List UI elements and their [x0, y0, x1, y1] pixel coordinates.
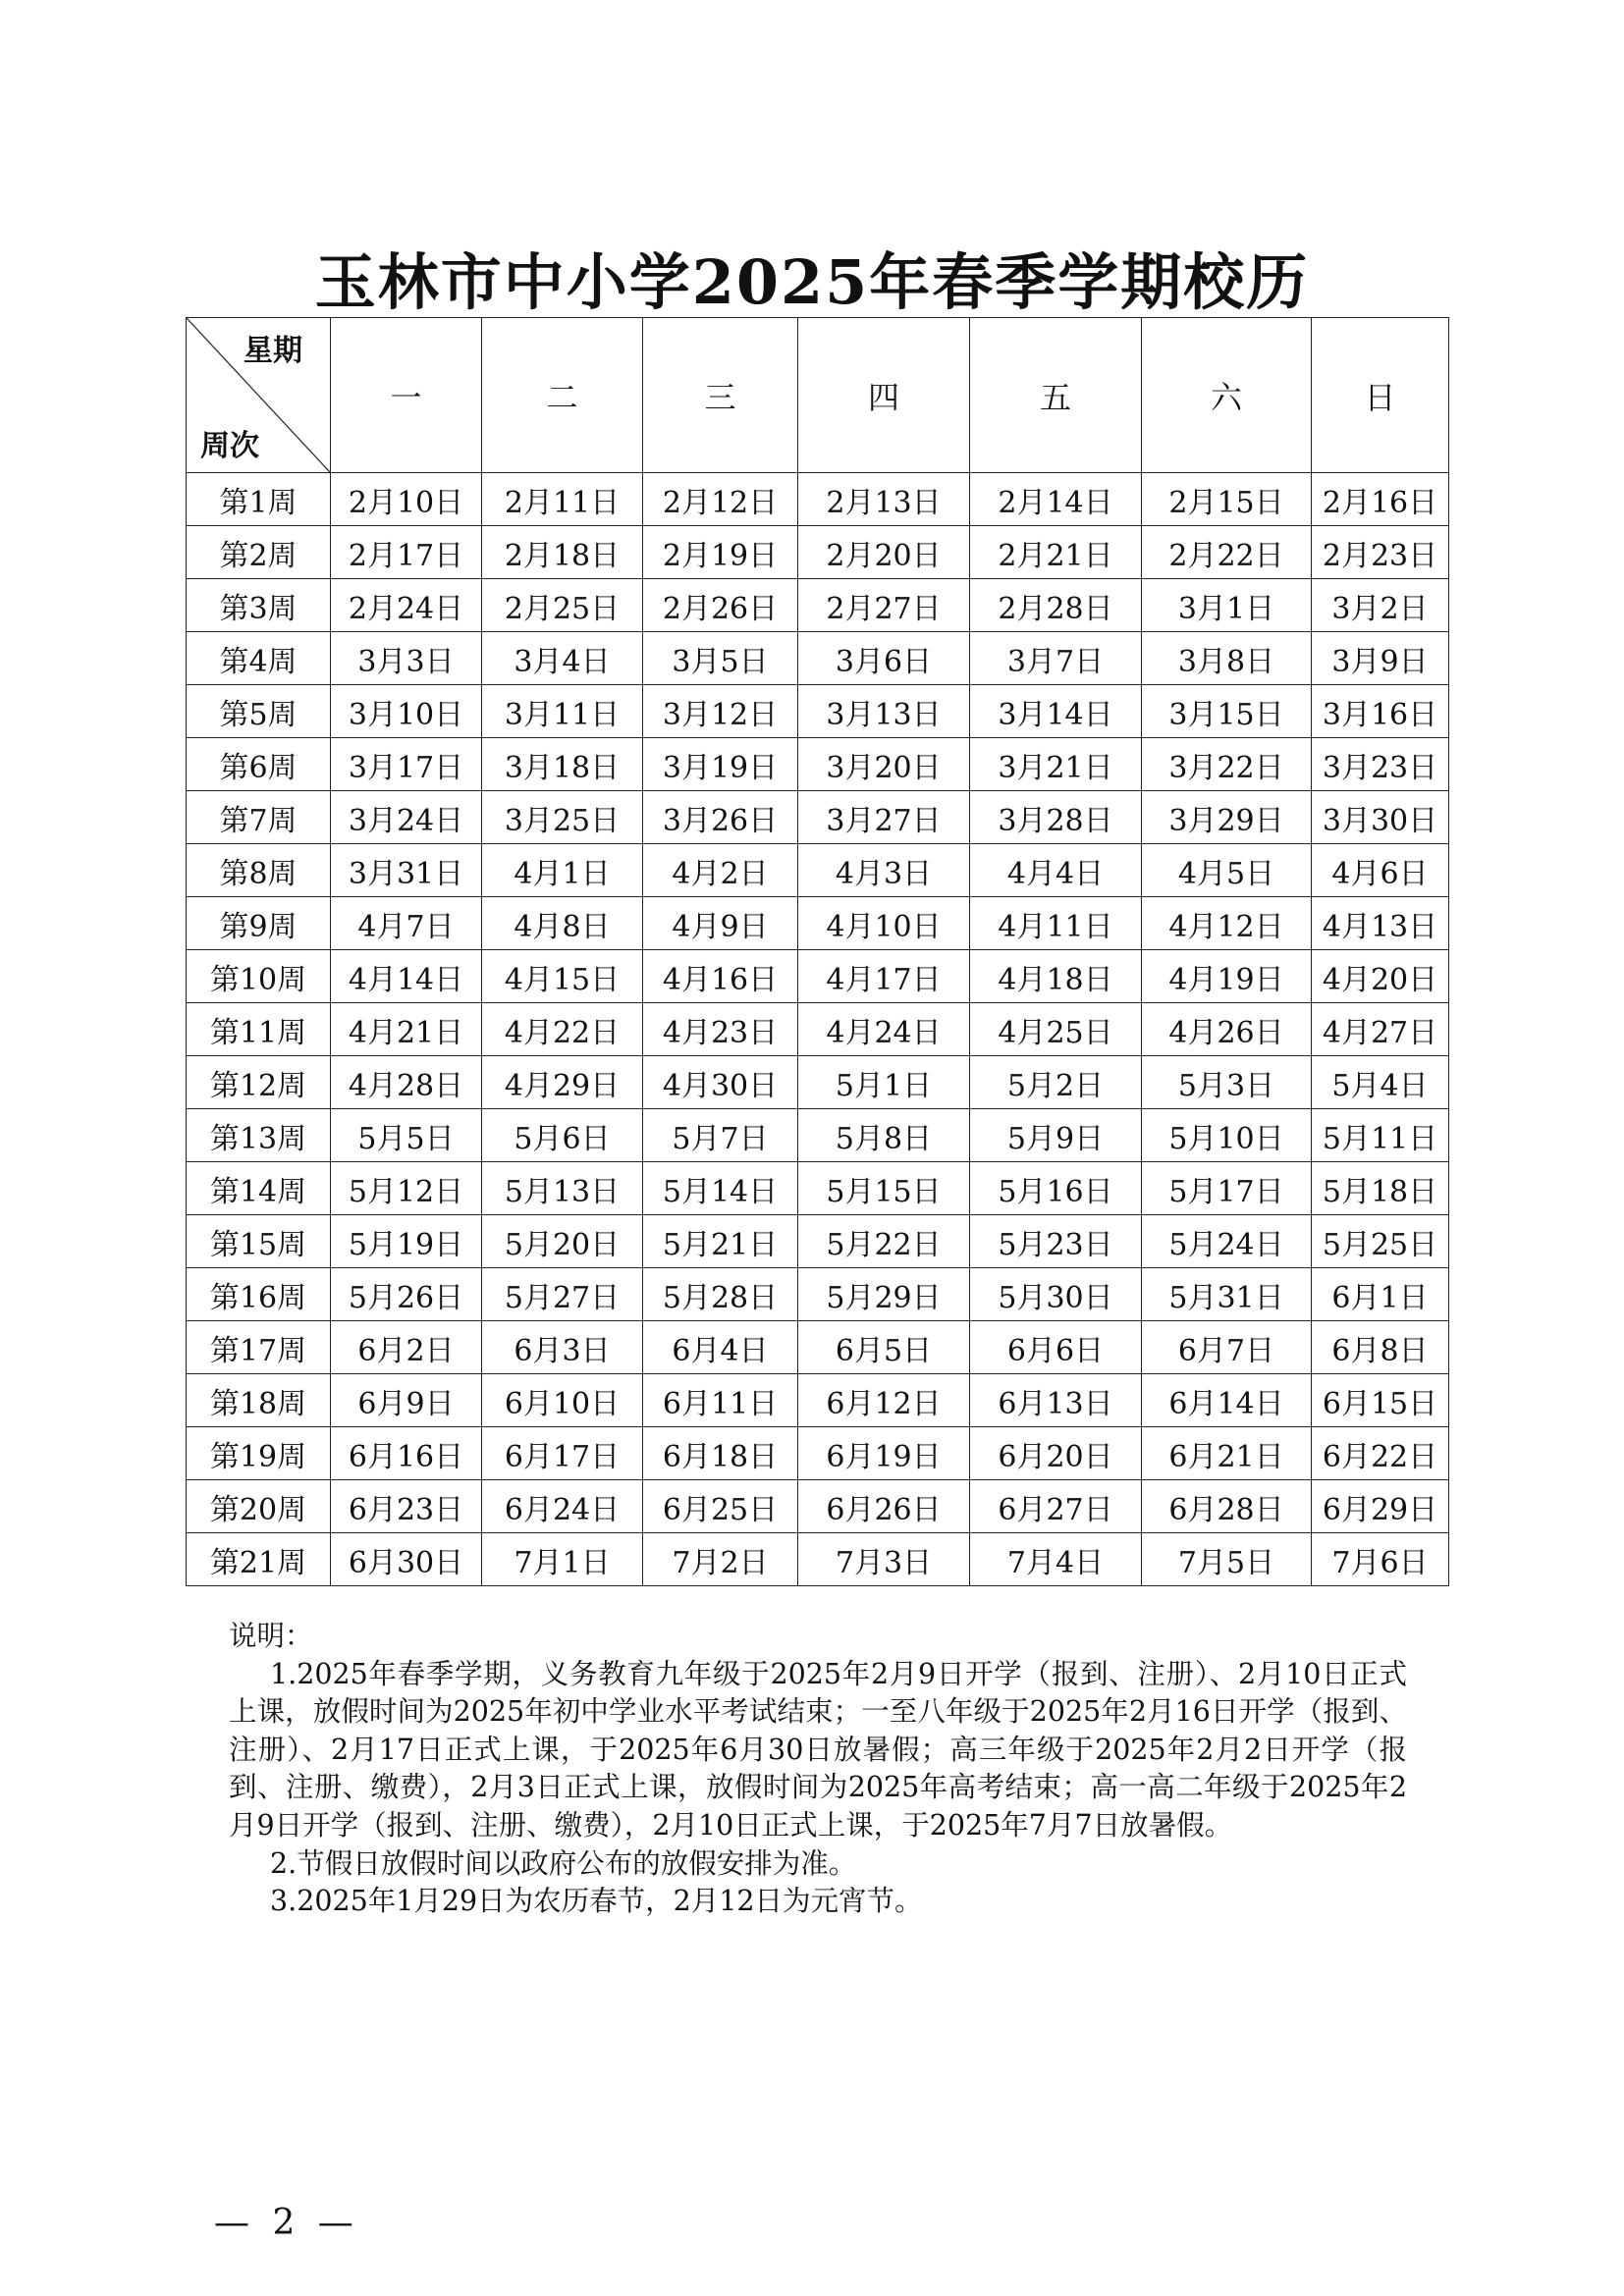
- date-cell: 4月26日: [1142, 1003, 1312, 1056]
- corner-weekday-label: 星期: [244, 334, 302, 368]
- date-cell: 2月12日: [643, 473, 798, 526]
- week-label: 第9周: [187, 897, 331, 950]
- date-cell: 3月4日: [482, 632, 643, 685]
- date-cell: 4月5日: [1142, 844, 1312, 897]
- table-row: [187, 685, 1449, 738]
- date-cell: 5月12日: [331, 1162, 482, 1215]
- date-cell: 3月21日: [970, 738, 1142, 791]
- table-row: [187, 1533, 1449, 1586]
- date-cell: 4月3日: [798, 844, 970, 897]
- date-cell: 4月29日: [482, 1056, 643, 1109]
- date-cell: 4月17日: [798, 950, 970, 1003]
- date-cell: 4月14日: [331, 950, 482, 1003]
- date-cell: 4月15日: [482, 950, 643, 1003]
- date-cell: 4月21日: [331, 1003, 482, 1056]
- date-cell: 3月19日: [643, 738, 798, 791]
- date-cell: 4月24日: [798, 1003, 970, 1056]
- date-cell: 3月28日: [970, 791, 1142, 844]
- date-cell: 4月8日: [482, 897, 643, 950]
- date-cell: 5月29日: [798, 1268, 970, 1321]
- date-cell: 6月11日: [643, 1374, 798, 1427]
- table-row: [187, 897, 1449, 950]
- date-cell: 2月18日: [482, 526, 643, 579]
- date-cell: 5月15日: [798, 1162, 970, 1215]
- date-cell: 3月30日: [1312, 791, 1449, 844]
- date-cell: 6月13日: [970, 1374, 1142, 1427]
- date-cell: 6月25日: [643, 1480, 798, 1533]
- date-cell: 2月19日: [643, 526, 798, 579]
- date-cell: 7月3日: [798, 1533, 970, 1586]
- date-cell: 6月9日: [331, 1374, 482, 1427]
- date-cell: 5月26日: [331, 1268, 482, 1321]
- date-cell: 2月23日: [1312, 526, 1449, 579]
- date-cell: 6月1日: [1312, 1268, 1449, 1321]
- date-cell: 5月2日: [970, 1056, 1142, 1109]
- date-cell: 4月10日: [798, 897, 970, 950]
- date-cell: 5月4日: [1312, 1056, 1449, 1109]
- date-cell: 3月11日: [482, 685, 643, 738]
- date-cell: 5月13日: [482, 1162, 643, 1215]
- date-cell: 4月18日: [970, 950, 1142, 1003]
- date-cell: 5月8日: [798, 1109, 970, 1162]
- calendar-table: [186, 317, 1449, 1586]
- date-cell: 2月11日: [482, 473, 643, 526]
- date-cell: 5月19日: [331, 1215, 482, 1268]
- week-label: 第15周: [187, 1215, 331, 1268]
- date-cell: 3月15日: [1142, 685, 1312, 738]
- date-cell: 4月9日: [643, 897, 798, 950]
- date-cell: 5月11日: [1312, 1109, 1449, 1162]
- date-cell: 2月16日: [1312, 473, 1449, 526]
- week-label: 第3周: [187, 579, 331, 632]
- date-cell: 6月7日: [1142, 1321, 1312, 1374]
- date-cell: 3月12日: [643, 685, 798, 738]
- date-cell: 5月30日: [970, 1268, 1142, 1321]
- date-cell: 7月2日: [643, 1533, 798, 1586]
- date-cell: 3月10日: [331, 685, 482, 738]
- date-cell: 5月31日: [1142, 1268, 1312, 1321]
- date-cell: 4月19日: [1142, 950, 1312, 1003]
- table-row: [187, 1268, 1449, 1321]
- date-cell: 2月26日: [643, 579, 798, 632]
- date-cell: 6月3日: [482, 1321, 643, 1374]
- table-row: [187, 1480, 1449, 1533]
- date-cell: 5月18日: [1312, 1162, 1449, 1215]
- header-row: [187, 318, 1449, 473]
- date-cell: 5月14日: [643, 1162, 798, 1215]
- date-cell: 7月4日: [970, 1533, 1142, 1586]
- date-cell: 2月14日: [970, 473, 1142, 526]
- date-cell: 5月27日: [482, 1268, 643, 1321]
- date-cell: 5月3日: [1142, 1056, 1312, 1109]
- table-row: [187, 1427, 1449, 1480]
- weekday-header: 五: [970, 318, 1142, 473]
- date-cell: 6月27日: [970, 1480, 1142, 1533]
- date-cell: 5月10日: [1142, 1109, 1312, 1162]
- date-cell: 6月20日: [970, 1427, 1142, 1480]
- date-cell: 5月5日: [331, 1109, 482, 1162]
- date-cell: 3月18日: [482, 738, 643, 791]
- table-row: [187, 950, 1449, 1003]
- date-cell: 3月16日: [1312, 685, 1449, 738]
- date-cell: 3月22日: [1142, 738, 1312, 791]
- note-item-3: 3.2025年1月29日为农历春节，2月12日为元宵节。: [270, 1885, 923, 1918]
- week-label: 第19周: [187, 1427, 331, 1480]
- date-cell: 3月27日: [798, 791, 970, 844]
- date-cell: 6月24日: [482, 1480, 643, 1533]
- week-label: 第11周: [187, 1003, 331, 1056]
- date-cell: 6月14日: [1142, 1374, 1312, 1427]
- date-cell: 5月17日: [1142, 1162, 1312, 1215]
- date-cell: 3月1日: [1142, 579, 1312, 632]
- date-cell: 2月22日: [1142, 526, 1312, 579]
- week-label: 第13周: [187, 1109, 331, 1162]
- table-row: [187, 1215, 1449, 1268]
- week-label: 第20周: [187, 1480, 331, 1533]
- date-cell: 6月30日: [331, 1533, 482, 1586]
- date-cell: 6月10日: [482, 1374, 643, 1427]
- corner-header: [187, 318, 331, 473]
- week-label: 第17周: [187, 1321, 331, 1374]
- date-cell: 6月8日: [1312, 1321, 1449, 1374]
- date-cell: 5月23日: [970, 1215, 1142, 1268]
- date-cell: 6月5日: [798, 1321, 970, 1374]
- date-cell: 4月22日: [482, 1003, 643, 1056]
- table-row: [187, 579, 1449, 632]
- date-cell: 3月25日: [482, 791, 643, 844]
- date-cell: 4月1日: [482, 844, 643, 897]
- table-row: [187, 1162, 1449, 1215]
- date-cell: 6月19日: [798, 1427, 970, 1480]
- date-cell: 6月23日: [331, 1480, 482, 1533]
- table-row: [187, 526, 1449, 579]
- date-cell: 3月20日: [798, 738, 970, 791]
- date-cell: 3月13日: [798, 685, 970, 738]
- date-cell: 3月7日: [970, 632, 1142, 685]
- date-cell: 4月30日: [643, 1056, 798, 1109]
- date-cell: 6月6日: [970, 1321, 1142, 1374]
- date-cell: 6月12日: [798, 1374, 970, 1427]
- date-cell: 4月11日: [970, 897, 1142, 950]
- weekday-header: 四: [798, 318, 970, 473]
- date-cell: 6月18日: [643, 1427, 798, 1480]
- date-cell: 4月16日: [643, 950, 798, 1003]
- date-cell: 5月24日: [1142, 1215, 1312, 1268]
- week-label: 第1周: [187, 473, 331, 526]
- week-label: 第2周: [187, 526, 331, 579]
- week-label: 第14周: [187, 1162, 331, 1215]
- date-cell: 2月28日: [970, 579, 1142, 632]
- table-row: [187, 738, 1449, 791]
- table-row: [187, 473, 1449, 526]
- date-cell: 3月5日: [643, 632, 798, 685]
- date-cell: 5月25日: [1312, 1215, 1449, 1268]
- date-cell: 4月4日: [970, 844, 1142, 897]
- date-cell: 3月8日: [1142, 632, 1312, 685]
- date-cell: 6月15日: [1312, 1374, 1449, 1427]
- date-cell: 3月6日: [798, 632, 970, 685]
- corner-week-label: 周次: [200, 429, 259, 463]
- date-cell: 2月13日: [798, 473, 970, 526]
- date-cell: 6月16日: [331, 1427, 482, 1480]
- date-cell: 4月23日: [643, 1003, 798, 1056]
- date-cell: 3月24日: [331, 791, 482, 844]
- date-cell: 3月14日: [970, 685, 1142, 738]
- week-label: 第7周: [187, 791, 331, 844]
- date-cell: 5月22日: [798, 1215, 970, 1268]
- date-cell: 5月16日: [970, 1162, 1142, 1215]
- date-cell: 2月17日: [331, 526, 482, 579]
- weekday-header: 一: [331, 318, 482, 473]
- date-cell: 3月23日: [1312, 738, 1449, 791]
- date-cell: 4月20日: [1312, 950, 1449, 1003]
- date-cell: 5月28日: [643, 1268, 798, 1321]
- notes-section: [229, 1618, 1407, 1921]
- date-cell: 4月28日: [331, 1056, 482, 1109]
- date-cell: 5月9日: [970, 1109, 1142, 1162]
- week-label: 第6周: [187, 738, 331, 791]
- date-cell: 3月31日: [331, 844, 482, 897]
- week-label: 第12周: [187, 1056, 331, 1109]
- week-label: 第4周: [187, 632, 331, 685]
- date-cell: 3月3日: [331, 632, 482, 685]
- date-cell: 2月20日: [798, 526, 970, 579]
- date-cell: 2月15日: [1142, 473, 1312, 526]
- date-cell: 3月9日: [1312, 632, 1449, 685]
- week-label: 第8周: [187, 844, 331, 897]
- calendar-body: [187, 473, 1449, 1586]
- notes-heading: 说明：: [229, 1620, 313, 1652]
- date-cell: 5月6日: [482, 1109, 643, 1162]
- note-item-1: 1.2025年春季学期，义务教育九年级于2025年2月9日开学（报到、注册）、2月10日正式上课，放假时间为2025年初中学业水平考试结束；一至八年级于2025年2月16日开学（报到、注册）、2月17日正式上课，于2025年6月30日放暑假；高三年级于2025年2月2日开学（报到、注册、缴费），2月3日正式上课，放假时间为2025年高考结束；高一高二年级于2025年2月9日开学（报到、注册、缴费），2月10日正式上课，于2025年7月7日放暑假。: [229, 1657, 1407, 1842]
- weekday-header: 二: [482, 318, 643, 473]
- date-cell: 4月27日: [1312, 1003, 1449, 1056]
- date-cell: 4月12日: [1142, 897, 1312, 950]
- date-cell: 2月21日: [970, 526, 1142, 579]
- date-cell: 5月1日: [798, 1056, 970, 1109]
- date-cell: 2月27日: [798, 579, 970, 632]
- table-row: [187, 791, 1449, 844]
- date-cell: 4月2日: [643, 844, 798, 897]
- week-label: 第21周: [187, 1533, 331, 1586]
- date-cell: 2月10日: [331, 473, 482, 526]
- date-cell: 2月24日: [331, 579, 482, 632]
- date-cell: 7月5日: [1142, 1533, 1312, 1586]
- date-cell: 6月17日: [482, 1427, 643, 1480]
- week-label: 第18周: [187, 1374, 331, 1427]
- date-cell: 6月21日: [1142, 1427, 1312, 1480]
- date-cell: 4月25日: [970, 1003, 1142, 1056]
- table-row: [187, 1374, 1449, 1427]
- table-row: [187, 1056, 1449, 1109]
- week-label: 第10周: [187, 950, 331, 1003]
- table-row: [187, 1003, 1449, 1056]
- date-cell: 3月26日: [643, 791, 798, 844]
- date-cell: 5月20日: [482, 1215, 643, 1268]
- week-label: 第5周: [187, 685, 331, 738]
- date-cell: 6月26日: [798, 1480, 970, 1533]
- page-title: 玉林市中小学2025年春季学期校历: [314, 246, 1310, 318]
- date-cell: 7月1日: [482, 1533, 643, 1586]
- table-row: [187, 1321, 1449, 1374]
- date-cell: 4月7日: [331, 897, 482, 950]
- date-cell: 6月22日: [1312, 1427, 1449, 1480]
- week-label: 第16周: [187, 1268, 331, 1321]
- date-cell: 3月2日: [1312, 579, 1449, 632]
- table-row: [187, 1109, 1449, 1162]
- date-cell: 6月29日: [1312, 1480, 1449, 1533]
- date-cell: 6月2日: [331, 1321, 482, 1374]
- weekday-header: 三: [643, 318, 798, 473]
- date-cell: 2月25日: [482, 579, 643, 632]
- page-number: — 2 —: [214, 2203, 359, 2243]
- date-cell: 3月29日: [1142, 791, 1312, 844]
- table-row: [187, 844, 1449, 897]
- date-cell: 4月13日: [1312, 897, 1449, 950]
- weekday-header: 日: [1312, 318, 1449, 473]
- date-cell: 6月28日: [1142, 1480, 1312, 1533]
- table-row: [187, 632, 1449, 685]
- date-cell: 3月17日: [331, 738, 482, 791]
- weekday-header: 六: [1142, 318, 1312, 473]
- date-cell: 5月21日: [643, 1215, 798, 1268]
- date-cell: 6月4日: [643, 1321, 798, 1374]
- date-cell: 5月7日: [643, 1109, 798, 1162]
- date-cell: 7月6日: [1312, 1533, 1449, 1586]
- date-cell: 4月6日: [1312, 844, 1449, 897]
- note-item-2: 2.节假日放假时间以政府公布的放假安排为准。: [270, 1846, 857, 1880]
